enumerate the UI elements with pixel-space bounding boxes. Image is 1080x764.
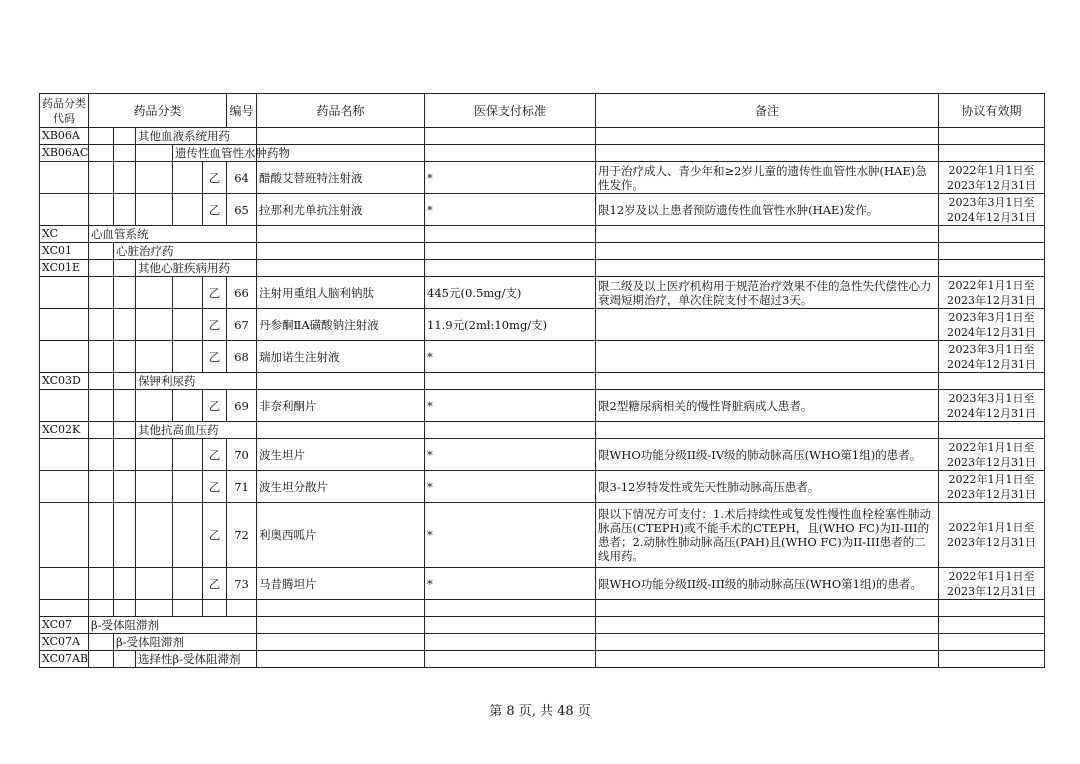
- empty-cell: [939, 422, 1045, 439]
- empty-cell: [939, 651, 1045, 668]
- drug-validity: [939, 471, 1045, 503]
- category-label: 遗传性血管性水肿药物: [173, 145, 257, 162]
- category-row: [40, 128, 1045, 145]
- empty-cell: [114, 162, 136, 194]
- empty-cell: [257, 128, 425, 145]
- empty-cell: [114, 439, 136, 471]
- validity-from: 2023年3月1日至: [948, 391, 1035, 405]
- category-row: [40, 422, 1045, 439]
- empty-cell: [173, 503, 203, 568]
- empty-cell: [939, 260, 1045, 277]
- validity-from: 2022年1月1日至: [948, 569, 1035, 583]
- drug-row: [40, 162, 1045, 194]
- empty-cell: [89, 568, 114, 600]
- drug-note: [596, 341, 939, 373]
- empty-cell: [596, 226, 939, 243]
- empty-cell: [227, 600, 257, 617]
- empty-cell: [173, 471, 203, 503]
- drug-number: 69: [227, 390, 257, 422]
- category-row: [40, 617, 1045, 634]
- empty-cell: [425, 145, 596, 162]
- empty-cell: [114, 194, 136, 226]
- empty-cell: [89, 390, 114, 422]
- category-label: β-受体阻滞剂: [89, 617, 257, 634]
- empty-cell: [136, 194, 173, 226]
- empty-cell: [114, 277, 136, 309]
- empty-cell: [40, 162, 89, 194]
- drug-grade: 乙: [203, 568, 227, 600]
- category-row: [40, 145, 1045, 162]
- validity-to: 2024年12月31日: [947, 210, 1037, 224]
- drug-validity: [939, 194, 1045, 226]
- empty-cell: [596, 600, 939, 617]
- drug-note: [596, 309, 939, 341]
- empty-cell: [257, 226, 425, 243]
- validity-to: 2023年12月31日: [947, 178, 1037, 192]
- empty-cell: [939, 226, 1045, 243]
- empty-cell: [203, 600, 227, 617]
- empty-cell: [257, 634, 425, 651]
- empty-cell: [114, 373, 136, 390]
- drug-name: 非奈利酮片: [257, 390, 425, 422]
- empty-cell: [425, 226, 596, 243]
- empty-cell: [596, 260, 939, 277]
- empty-cell: [89, 341, 114, 373]
- header-payment: 医保支付标准: [425, 94, 596, 128]
- empty-cell: [40, 194, 89, 226]
- empty-cell: [425, 128, 596, 145]
- empty-cell: [89, 651, 114, 668]
- validity-from: 2023年3月1日至: [948, 310, 1035, 324]
- header-note: 备注: [596, 94, 939, 128]
- drug-row: [40, 568, 1045, 600]
- validity-from: 2022年1月1日至: [948, 521, 1035, 534]
- category-code: XC02K: [40, 422, 89, 439]
- category-row: [40, 243, 1045, 260]
- empty-cell: [89, 600, 114, 617]
- category-label: β-受体阻滞剂: [114, 634, 257, 651]
- drug-payment: *: [425, 568, 596, 600]
- empty-cell: [89, 471, 114, 503]
- empty-cell: [89, 373, 114, 390]
- drug-validity: [939, 503, 1045, 568]
- drug-grade: 乙: [203, 309, 227, 341]
- table-body: [40, 128, 1045, 668]
- empty-cell: [173, 600, 203, 617]
- empty-cell: [114, 471, 136, 503]
- empty-cell: [939, 600, 1045, 617]
- drug-name: 丹参酮ⅡA磺酸钠注射液: [257, 309, 425, 341]
- drug-row: [40, 471, 1045, 503]
- drug-number: 66: [227, 277, 257, 309]
- validity-from: 2022年1月1日至: [948, 472, 1035, 486]
- category-code: XC07A: [40, 634, 89, 651]
- empty-cell: [173, 277, 203, 309]
- empty-cell: [596, 373, 939, 390]
- header-category: 药品分类: [89, 94, 227, 128]
- empty-cell: [89, 145, 114, 162]
- empty-cell: [136, 439, 173, 471]
- empty-cell: [89, 243, 114, 260]
- empty-cell: [425, 260, 596, 277]
- empty-cell: [40, 471, 89, 503]
- drug-row: [40, 309, 1045, 341]
- empty-cell: [596, 243, 939, 260]
- empty-cell: [939, 243, 1045, 260]
- drug-row: [40, 341, 1045, 373]
- empty-cell: [136, 390, 173, 422]
- drug-grade: 乙: [203, 277, 227, 309]
- drug-validity: [939, 309, 1045, 341]
- validity-to: 2023年12月31日: [947, 455, 1037, 469]
- empty-cell: [89, 260, 114, 277]
- empty-cell: [939, 634, 1045, 651]
- drug-number: 71: [227, 471, 257, 503]
- empty-cell: [40, 341, 89, 373]
- empty-cell: [136, 145, 173, 162]
- header-code: 药品分类代码: [40, 94, 89, 128]
- validity-from: 2022年1月1日至: [948, 278, 1035, 292]
- empty-cell: [114, 309, 136, 341]
- category-code: XC01E: [40, 260, 89, 277]
- drug-grade: 乙: [203, 194, 227, 226]
- empty-cell: [114, 390, 136, 422]
- empty-cell: [257, 243, 425, 260]
- drug-note: 限3-12岁特发性或先天性肺动脉高压患者。: [596, 471, 939, 503]
- header-validity: 协议有效期: [939, 94, 1045, 128]
- drug-payment: *: [425, 390, 596, 422]
- empty-cell: [425, 422, 596, 439]
- drug-payment: 11.9元(2ml:10mg/支): [425, 309, 596, 341]
- validity-from: 2023年3月1日至: [948, 342, 1035, 356]
- empty-cell: [257, 600, 425, 617]
- empty-cell: [114, 503, 136, 568]
- category-label: 其他血液系统用药: [136, 128, 257, 145]
- drug-catalog-table: [39, 93, 1045, 668]
- empty-cell: [425, 634, 596, 651]
- empty-cell: [425, 243, 596, 260]
- drug-payment: *: [425, 194, 596, 226]
- empty-cell: [173, 309, 203, 341]
- drug-number: 64: [227, 162, 257, 194]
- drug-row: [40, 277, 1045, 309]
- empty-cell: [136, 277, 173, 309]
- empty-cell: [114, 651, 136, 668]
- empty-cell: [257, 373, 425, 390]
- drug-grade: 乙: [203, 162, 227, 194]
- drug-name: 拉那利尤单抗注射液: [257, 194, 425, 226]
- drug-grade: 乙: [203, 471, 227, 503]
- empty-cell: [89, 162, 114, 194]
- category-row: [40, 226, 1045, 243]
- empty-cell: [114, 145, 136, 162]
- empty-cell: [89, 422, 114, 439]
- empty-cell: [89, 439, 114, 471]
- empty-cell: [596, 617, 939, 634]
- drug-row: [40, 503, 1045, 568]
- empty-cell: [173, 341, 203, 373]
- validity-to: 2024年12月31日: [947, 406, 1037, 420]
- empty-cell: [89, 503, 114, 568]
- drug-number: 73: [227, 568, 257, 600]
- drug-grade: 乙: [203, 341, 227, 373]
- empty-cell: [596, 145, 939, 162]
- category-label: 其他抗高血压药: [136, 422, 257, 439]
- drug-grade: 乙: [203, 390, 227, 422]
- drug-number: 70: [227, 439, 257, 471]
- drug-note: 限2型糖尿病相关的慢性肾脏病成人患者。: [596, 390, 939, 422]
- empty-cell: [596, 634, 939, 651]
- validity-to: 2023年12月31日: [947, 293, 1037, 307]
- empty-cell: [136, 503, 173, 568]
- drug-grade: 乙: [203, 503, 227, 568]
- validity-from: 2022年1月1日至: [948, 440, 1035, 454]
- empty-cell: [114, 422, 136, 439]
- validity-from: 2023年3月1日至: [948, 195, 1035, 209]
- drug-number: 65: [227, 194, 257, 226]
- empty-cell: [425, 600, 596, 617]
- empty-cell: [425, 373, 596, 390]
- empty-cell: [257, 651, 425, 668]
- drug-payment: *: [425, 162, 596, 194]
- category-row: [40, 634, 1045, 651]
- empty-cell: [939, 128, 1045, 145]
- empty-cell: [939, 373, 1045, 390]
- drug-note: 限以下情况方可支付：1.术后持续性或复发性慢性血栓栓塞性肺动脉高压(CTEPH)或不能手术的CTEPH，且(WHO FC)为II-III的患者；2.动脉性肺动脉高压(PAH)且(WHO FC)为II-III患者的二线用药。: [596, 503, 939, 568]
- drug-name: 波生坦分散片: [257, 471, 425, 503]
- drug-validity: [939, 277, 1045, 309]
- drug-validity: [939, 390, 1045, 422]
- validity-from: 2022年1月1日至: [948, 163, 1035, 177]
- empty-cell: [257, 617, 425, 634]
- category-code: XC07AB: [40, 651, 89, 668]
- empty-cell: [257, 260, 425, 277]
- drug-number: 68: [227, 341, 257, 373]
- empty-cell: [89, 309, 114, 341]
- drug-note: 限二级及以上医疗机构用于规范治疗效果不佳的急性失代偿性心力衰竭短期治疗，单次住院支付不超过3天。: [596, 277, 939, 309]
- empty-cell: [40, 568, 89, 600]
- empty-cell: [425, 651, 596, 668]
- validity-to: 2023年12月31日: [947, 487, 1037, 501]
- empty-cell: [596, 651, 939, 668]
- blank-row: [40, 600, 1045, 617]
- empty-cell: [40, 309, 89, 341]
- drug-note: 限WHO功能分级II级-IV级的肺动脉高压(WHO第1组)的患者。: [596, 439, 939, 471]
- category-row: [40, 373, 1045, 390]
- category-code: XB06A: [40, 128, 89, 145]
- drug-validity: [939, 439, 1045, 471]
- empty-cell: [596, 422, 939, 439]
- drug-validity: [939, 568, 1045, 600]
- drug-payment: *: [425, 471, 596, 503]
- empty-cell: [114, 341, 136, 373]
- empty-cell: [173, 439, 203, 471]
- category-label: 保钾利尿药: [136, 373, 257, 390]
- category-code: XC01: [40, 243, 89, 260]
- category-code: XC07: [40, 617, 89, 634]
- drug-row: [40, 390, 1045, 422]
- category-label: 其他心脏疾病用药: [136, 260, 257, 277]
- empty-cell: [89, 277, 114, 309]
- page-footer: 第 8 页, 共 48 页: [489, 704, 591, 719]
- empty-cell: [257, 422, 425, 439]
- empty-cell: [114, 600, 136, 617]
- table-header-row: [40, 94, 1045, 128]
- empty-cell: [136, 600, 173, 617]
- category-label: 选择性β-受体阻滞剂: [136, 651, 257, 668]
- drug-payment: 445元(0.5mg/支): [425, 277, 596, 309]
- empty-cell: [114, 128, 136, 145]
- category-label: 心脏治疗药: [114, 243, 257, 260]
- empty-cell: [114, 260, 136, 277]
- drug-name: 瑞加诺生注射液: [257, 341, 425, 373]
- validity-to: 2023年12月31日: [947, 584, 1037, 598]
- drug-payment: *: [425, 503, 596, 568]
- empty-cell: [89, 194, 114, 226]
- validity-to: 2023年12月31日: [947, 536, 1037, 549]
- empty-cell: [425, 617, 596, 634]
- empty-cell: [173, 390, 203, 422]
- category-code: XC03D: [40, 373, 89, 390]
- empty-cell: [40, 277, 89, 309]
- empty-cell: [89, 128, 114, 145]
- empty-cell: [114, 568, 136, 600]
- drug-note: 限WHO功能分级II级-III级的肺动脉高压(WHO第1组)的患者。: [596, 568, 939, 600]
- drug-payment: *: [425, 439, 596, 471]
- header-name: 药品名称: [257, 94, 425, 128]
- empty-cell: [136, 568, 173, 600]
- empty-cell: [40, 439, 89, 471]
- empty-cell: [173, 162, 203, 194]
- drug-name: 波生坦片: [257, 439, 425, 471]
- header-number: 编号: [227, 94, 257, 128]
- empty-cell: [136, 471, 173, 503]
- empty-cell: [40, 390, 89, 422]
- drug-name: 醋酸艾替班特注射液: [257, 162, 425, 194]
- drug-name: 马昔腾坦片: [257, 568, 425, 600]
- drug-row: [40, 194, 1045, 226]
- empty-cell: [173, 194, 203, 226]
- empty-cell: [40, 600, 89, 617]
- drug-validity: [939, 162, 1045, 194]
- empty-cell: [136, 309, 173, 341]
- category-row: [40, 260, 1045, 277]
- empty-cell: [40, 503, 89, 568]
- drug-note: 用于治疗成人、青少年和≥2岁儿童的遗传性血管性水肿(HAE)急性发作。: [596, 162, 939, 194]
- drug-note: 限12岁及以上患者预防遗传性血管性水肿(HAE)发作。: [596, 194, 939, 226]
- empty-cell: [939, 617, 1045, 634]
- empty-cell: [136, 162, 173, 194]
- drug-name: 注射用重组人脑利钠肽: [257, 277, 425, 309]
- drug-number: 72: [227, 503, 257, 568]
- drug-name: 利奥西呱片: [257, 503, 425, 568]
- validity-to: 2024年12月31日: [947, 357, 1037, 371]
- category-label: 心血管系统: [89, 226, 257, 243]
- drug-row: [40, 439, 1045, 471]
- drug-grade: 乙: [203, 439, 227, 471]
- drug-validity: [939, 341, 1045, 373]
- drug-number: 67: [227, 309, 257, 341]
- empty-cell: [596, 128, 939, 145]
- empty-cell: [173, 568, 203, 600]
- empty-cell: [939, 145, 1045, 162]
- category-code: XC: [40, 226, 89, 243]
- drug-payment: *: [425, 341, 596, 373]
- category-code: XB06AC: [40, 145, 89, 162]
- empty-cell: [89, 634, 114, 651]
- category-row: [40, 651, 1045, 668]
- validity-to: 2024年12月31日: [947, 325, 1037, 339]
- empty-cell: [136, 341, 173, 373]
